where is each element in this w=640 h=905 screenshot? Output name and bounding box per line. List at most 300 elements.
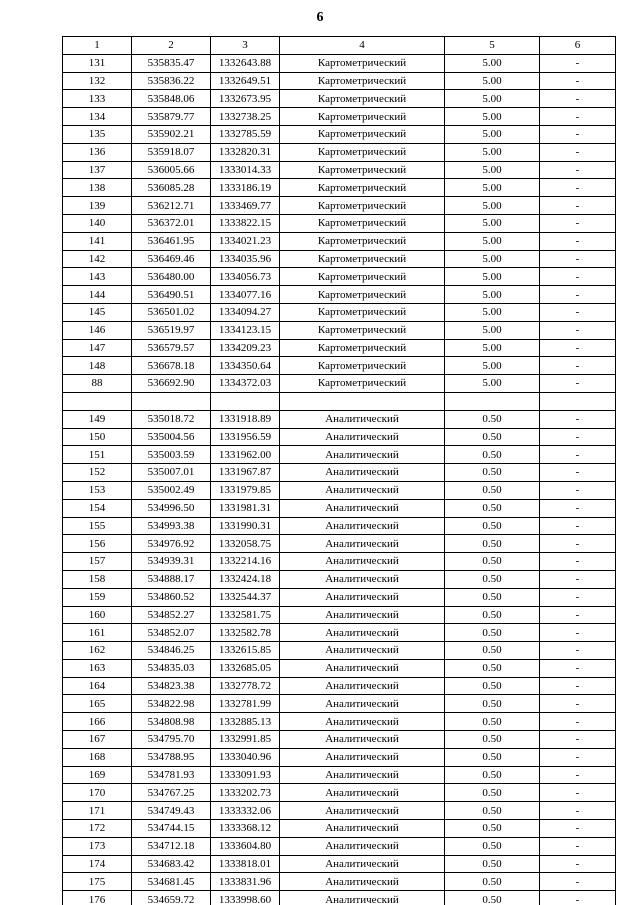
table-cell: - — [540, 855, 616, 873]
table-cell: 0.50 — [445, 695, 540, 713]
table-cell: 534860.52 — [132, 588, 211, 606]
table-cell: 534712.18 — [132, 837, 211, 855]
table-row — [63, 499, 616, 517]
table-row — [63, 731, 616, 749]
table-cell: 134 — [63, 108, 132, 126]
table-cell: 170 — [63, 784, 132, 802]
table-cell — [445, 392, 540, 410]
table-row — [63, 410, 616, 428]
table-row — [63, 197, 616, 215]
table-cell: Картометрический — [280, 143, 445, 161]
table-cell: 151 — [63, 446, 132, 464]
table-cell: 5.00 — [445, 179, 540, 197]
table-cell: - — [540, 197, 616, 215]
table-cell: 1332781.99 — [211, 695, 280, 713]
table-row — [63, 642, 616, 660]
table-cell: Аналитический — [280, 624, 445, 642]
table-cell: 534823.38 — [132, 677, 211, 695]
table-cell: - — [540, 837, 616, 855]
table-cell: 172 — [63, 820, 132, 838]
table-cell: 0.50 — [445, 570, 540, 588]
table-cell: Картометрический — [280, 321, 445, 339]
table-cell: 164 — [63, 677, 132, 695]
column-header: 4 — [280, 37, 445, 55]
table-cell: Аналитический — [280, 410, 445, 428]
table-cell: 534781.93 — [132, 766, 211, 784]
table-cell: 144 — [63, 286, 132, 304]
table-cell: 1331990.31 — [211, 517, 280, 535]
table-cell: - — [540, 446, 616, 464]
table-cell: - — [540, 499, 616, 517]
table-cell: 157 — [63, 553, 132, 571]
table-cell: 1334094.27 — [211, 303, 280, 321]
table-cell: 0.50 — [445, 428, 540, 446]
table-cell: 175 — [63, 873, 132, 891]
table-cell: Аналитический — [280, 855, 445, 873]
table-cell: 158 — [63, 570, 132, 588]
table-cell: Картометрический — [280, 268, 445, 286]
table-cell: - — [540, 214, 616, 232]
table-cell: 1332685.05 — [211, 659, 280, 677]
table-cell: Аналитический — [280, 659, 445, 677]
table-cell: 535879.77 — [132, 108, 211, 126]
table-cell: 534939.31 — [132, 553, 211, 571]
table-cell: 147 — [63, 339, 132, 357]
table-cell: 1332885.13 — [211, 713, 280, 731]
table-cell: Картометрический — [280, 303, 445, 321]
table-cell: 5.00 — [445, 375, 540, 393]
table-cell: 536490.51 — [132, 286, 211, 304]
table-cell: 0.50 — [445, 713, 540, 731]
table-cell: 534744.15 — [132, 820, 211, 838]
table-cell: 0.50 — [445, 517, 540, 535]
table-cell: 535018.72 — [132, 410, 211, 428]
table-cell: 1332214.16 — [211, 553, 280, 571]
table-cell — [280, 392, 445, 410]
table-row — [63, 303, 616, 321]
table-cell: 168 — [63, 748, 132, 766]
table-cell: - — [540, 143, 616, 161]
table-cell: Аналитический — [280, 802, 445, 820]
table-cell: 160 — [63, 606, 132, 624]
table-cell: 0.50 — [445, 837, 540, 855]
table-cell: - — [540, 481, 616, 499]
table-cell: Картометрический — [280, 161, 445, 179]
table-cell: - — [540, 677, 616, 695]
table-cell: 0.50 — [445, 588, 540, 606]
table-cell: 137 — [63, 161, 132, 179]
table-cell: 1334372.03 — [211, 375, 280, 393]
table-cell: 536372.01 — [132, 214, 211, 232]
table-cell: 5.00 — [445, 161, 540, 179]
table-cell: - — [540, 659, 616, 677]
table-cell: - — [540, 54, 616, 72]
table-cell: 1333332.06 — [211, 802, 280, 820]
table-cell: 535007.01 — [132, 464, 211, 482]
table-cell: 1332649.51 — [211, 72, 280, 90]
table-cell: 153 — [63, 481, 132, 499]
table-row — [63, 357, 616, 375]
table-cell: Аналитический — [280, 517, 445, 535]
table-row — [63, 339, 616, 357]
table-row — [63, 570, 616, 588]
table-cell: 0.50 — [445, 766, 540, 784]
table-cell: 1331967.87 — [211, 464, 280, 482]
table-cell: Аналитический — [280, 731, 445, 749]
table-cell: Аналитический — [280, 499, 445, 517]
table-cell: 1333014.33 — [211, 161, 280, 179]
table-cell: 0.50 — [445, 606, 540, 624]
table-cell: 165 — [63, 695, 132, 713]
table-row — [63, 125, 616, 143]
table-cell: - — [540, 357, 616, 375]
table-cell: 1332424.18 — [211, 570, 280, 588]
table-cell: 5.00 — [445, 339, 540, 357]
table-cell: 534822.98 — [132, 695, 211, 713]
table-cell: 161 — [63, 624, 132, 642]
table-cell: - — [540, 891, 616, 905]
table-row — [63, 766, 616, 784]
table-cell: Аналитический — [280, 642, 445, 660]
table-row — [63, 837, 616, 855]
table-cell: 1332643.88 — [211, 54, 280, 72]
table-cell: 163 — [63, 659, 132, 677]
table-cell: 534788.95 — [132, 748, 211, 766]
table-cell: 1334035.96 — [211, 250, 280, 268]
table-cell: - — [540, 802, 616, 820]
table-row — [63, 54, 616, 72]
table-row — [63, 553, 616, 571]
table-cell: 1332058.75 — [211, 535, 280, 553]
table-cell: 138 — [63, 179, 132, 197]
table-cell: 5.00 — [445, 214, 540, 232]
table-row — [63, 695, 616, 713]
table-cell: 535003.59 — [132, 446, 211, 464]
table-cell: 535004.56 — [132, 428, 211, 446]
table-cell: 536461.95 — [132, 232, 211, 250]
table-cell: 5.00 — [445, 303, 540, 321]
table-cell: Аналитический — [280, 748, 445, 766]
table-cell: - — [540, 286, 616, 304]
table-cell: - — [540, 232, 616, 250]
table-cell: Аналитический — [280, 606, 445, 624]
table-cell: 534846.25 — [132, 642, 211, 660]
table-cell: 1333831.96 — [211, 873, 280, 891]
table-cell: 1334021.23 — [211, 232, 280, 250]
table-row — [63, 535, 616, 553]
table-cell: 139 — [63, 197, 132, 215]
table-row — [63, 481, 616, 499]
table-cell: 535848.06 — [132, 90, 211, 108]
table-cell: 0.50 — [445, 446, 540, 464]
table-cell: 535918.07 — [132, 143, 211, 161]
table-cell: - — [540, 873, 616, 891]
table-row — [63, 214, 616, 232]
table-cell: 0.50 — [445, 802, 540, 820]
table-cell: 1332615.85 — [211, 642, 280, 660]
table-cell: 534993.38 — [132, 517, 211, 535]
table-cell: 131 — [63, 54, 132, 72]
table-cell: 535836.22 — [132, 72, 211, 90]
table-cell: 1333604.80 — [211, 837, 280, 855]
table-cell: 0.50 — [445, 410, 540, 428]
table-cell: Картометрический — [280, 375, 445, 393]
table-cell: - — [540, 517, 616, 535]
table-cell: 5.00 — [445, 321, 540, 339]
table-cell: 536692.90 — [132, 375, 211, 393]
table-cell: - — [540, 179, 616, 197]
table-cell: Картометрический — [280, 339, 445, 357]
table-cell: 1333368.12 — [211, 820, 280, 838]
table-cell: 162 — [63, 642, 132, 660]
table-cell: - — [540, 250, 616, 268]
table-cell: 135 — [63, 125, 132, 143]
table-row — [63, 464, 616, 482]
table-cell — [540, 392, 616, 410]
table-cell: - — [540, 375, 616, 393]
table-cell: Аналитический — [280, 784, 445, 802]
table-cell: 534659.72 — [132, 891, 211, 905]
table-cell: Картометрический — [280, 179, 445, 197]
column-header: 5 — [445, 37, 540, 55]
table-cell: - — [540, 695, 616, 713]
table-cell: - — [540, 820, 616, 838]
table-cell: 142 — [63, 250, 132, 268]
table-cell: 1331981.31 — [211, 499, 280, 517]
table-row — [63, 143, 616, 161]
table-row — [63, 517, 616, 535]
table-cell: 5.00 — [445, 90, 540, 108]
table-cell: - — [540, 161, 616, 179]
table-cell: 1332582.78 — [211, 624, 280, 642]
table-cell: Картометрический — [280, 72, 445, 90]
table-cell: Картометрический — [280, 214, 445, 232]
table-cell: 534681.45 — [132, 873, 211, 891]
table-cell: 536480.00 — [132, 268, 211, 286]
table-cell: Аналитический — [280, 553, 445, 571]
table-cell: Аналитический — [280, 820, 445, 838]
table-cell: 536469.46 — [132, 250, 211, 268]
table-cell: - — [540, 606, 616, 624]
table-cell: 0.50 — [445, 784, 540, 802]
table-cell: 140 — [63, 214, 132, 232]
table-row — [63, 428, 616, 446]
table-row — [63, 268, 616, 286]
table-cell: 0.50 — [445, 464, 540, 482]
table-cell: 0.50 — [445, 677, 540, 695]
column-header: 6 — [540, 37, 616, 55]
table-cell: 143 — [63, 268, 132, 286]
table-cell: Картометрический — [280, 357, 445, 375]
table-row — [63, 677, 616, 695]
table-cell: 534767.25 — [132, 784, 211, 802]
table-cell: 1333040.96 — [211, 748, 280, 766]
table-cell — [132, 392, 211, 410]
table-cell: 149 — [63, 410, 132, 428]
table-row — [63, 232, 616, 250]
table-cell: 0.50 — [445, 481, 540, 499]
table-cell: 1334077.16 — [211, 286, 280, 304]
table-cell: Картометрический — [280, 108, 445, 126]
table-cell: Картометрический — [280, 54, 445, 72]
table-cell: 534852.27 — [132, 606, 211, 624]
table-row — [63, 748, 616, 766]
table-cell: 1331918.89 — [211, 410, 280, 428]
table-cell: - — [540, 125, 616, 143]
column-header: 2 — [132, 37, 211, 55]
table-cell: 0.50 — [445, 535, 540, 553]
table-row — [63, 286, 616, 304]
table-cell: 173 — [63, 837, 132, 855]
table-cell: 534795.70 — [132, 731, 211, 749]
column-header: 1 — [63, 37, 132, 55]
table-cell: 0.50 — [445, 891, 540, 905]
table-cell: 141 — [63, 232, 132, 250]
table-cell: 1332544.37 — [211, 588, 280, 606]
table-cell: 1332581.75 — [211, 606, 280, 624]
table-row — [63, 624, 616, 642]
table-cell: - — [540, 553, 616, 571]
table-cell: Аналитический — [280, 570, 445, 588]
table-cell: 174 — [63, 855, 132, 873]
table-cell: 534749.43 — [132, 802, 211, 820]
table-cell: - — [540, 321, 616, 339]
table-cell: 1334056.73 — [211, 268, 280, 286]
table-cell: 0.50 — [445, 820, 540, 838]
table-cell: - — [540, 588, 616, 606]
table-cell: 0.50 — [445, 748, 540, 766]
table-row — [63, 250, 616, 268]
table-row — [63, 446, 616, 464]
table-cell — [63, 392, 132, 410]
table-cell: 535835.47 — [132, 54, 211, 72]
table-cell: 169 — [63, 766, 132, 784]
table-cell: 150 — [63, 428, 132, 446]
table-cell: 176 — [63, 891, 132, 905]
table-cell: - — [540, 784, 616, 802]
table-cell: 5.00 — [445, 72, 540, 90]
table-cell: Аналитический — [280, 535, 445, 553]
table-cell: - — [540, 339, 616, 357]
table-row — [63, 179, 616, 197]
table-cell: 5.00 — [445, 54, 540, 72]
table-cell: Картометрический — [280, 250, 445, 268]
table-cell: 534835.03 — [132, 659, 211, 677]
table-cell: 534976.92 — [132, 535, 211, 553]
table-cell: 1333998.60 — [211, 891, 280, 905]
table-cell: - — [540, 570, 616, 588]
table-cell: 534996.50 — [132, 499, 211, 517]
table-cell: 0.50 — [445, 659, 540, 677]
table-row — [63, 90, 616, 108]
table-cell: - — [540, 731, 616, 749]
table-cell: Аналитический — [280, 588, 445, 606]
table-cell: 536212.71 — [132, 197, 211, 215]
table-cell: Картометрический — [280, 286, 445, 304]
table-cell: 1333091.93 — [211, 766, 280, 784]
table-cell: Аналитический — [280, 428, 445, 446]
table-cell: 0.50 — [445, 642, 540, 660]
table-cell: 534808.98 — [132, 713, 211, 731]
table-cell: 5.00 — [445, 268, 540, 286]
table-header-row — [63, 37, 616, 55]
table-cell: Аналитический — [280, 446, 445, 464]
table-cell: 0.50 — [445, 873, 540, 891]
table-cell: 1332785.59 — [211, 125, 280, 143]
table-cell: 5.00 — [445, 232, 540, 250]
table-row — [63, 108, 616, 126]
table-cell: - — [540, 624, 616, 642]
table-cell: 5.00 — [445, 108, 540, 126]
table-cell: Картометрический — [280, 197, 445, 215]
table-row — [63, 321, 616, 339]
table-row — [63, 713, 616, 731]
table-cell: - — [540, 535, 616, 553]
table-cell: 1333822.15 — [211, 214, 280, 232]
table-cell: 1334209.23 — [211, 339, 280, 357]
table-cell: Аналитический — [280, 481, 445, 499]
table-cell: Аналитический — [280, 766, 445, 784]
table-cell: 536501.02 — [132, 303, 211, 321]
table-cell: 5.00 — [445, 125, 540, 143]
table-cell: 156 — [63, 535, 132, 553]
table-cell: 534852.07 — [132, 624, 211, 642]
table-cell: - — [540, 108, 616, 126]
column-header: 3 — [211, 37, 280, 55]
table-cell: - — [540, 748, 616, 766]
table-cell: - — [540, 268, 616, 286]
coordinates-table — [62, 36, 616, 905]
table-cell: 155 — [63, 517, 132, 535]
table-cell: 5.00 — [445, 197, 540, 215]
table-cell: 0.50 — [445, 553, 540, 571]
table-cell: 536678.18 — [132, 357, 211, 375]
table-cell: 1332991.85 — [211, 731, 280, 749]
table-cell: Картометрический — [280, 125, 445, 143]
table-cell: 5.00 — [445, 286, 540, 304]
table-cell: 1333202.73 — [211, 784, 280, 802]
table-cell: - — [540, 410, 616, 428]
table-cell: 167 — [63, 731, 132, 749]
table-cell: 145 — [63, 303, 132, 321]
table-cell: 166 — [63, 713, 132, 731]
table-cell: 5.00 — [445, 357, 540, 375]
table-row — [63, 659, 616, 677]
table-cell: 536085.28 — [132, 179, 211, 197]
table-cell: 5.00 — [445, 143, 540, 161]
table-cell: 536579.57 — [132, 339, 211, 357]
table-cell: - — [540, 766, 616, 784]
table-row — [63, 606, 616, 624]
table-row — [63, 392, 616, 410]
table-cell: 536005.66 — [132, 161, 211, 179]
table-row — [63, 873, 616, 891]
table-cell: - — [540, 428, 616, 446]
table-row — [63, 784, 616, 802]
table-cell: 535002.49 — [132, 481, 211, 499]
table-cell: 133 — [63, 90, 132, 108]
table-cell: Аналитический — [280, 713, 445, 731]
table-cell: - — [540, 303, 616, 321]
table-cell: 0.50 — [445, 731, 540, 749]
table-cell: 1332820.31 — [211, 143, 280, 161]
page-number: 6 — [316, 10, 324, 25]
table-row — [63, 161, 616, 179]
table-cell: 1334123.15 — [211, 321, 280, 339]
table-row — [63, 891, 616, 905]
table-cell: Аналитический — [280, 677, 445, 695]
table-cell: 1334350.64 — [211, 357, 280, 375]
